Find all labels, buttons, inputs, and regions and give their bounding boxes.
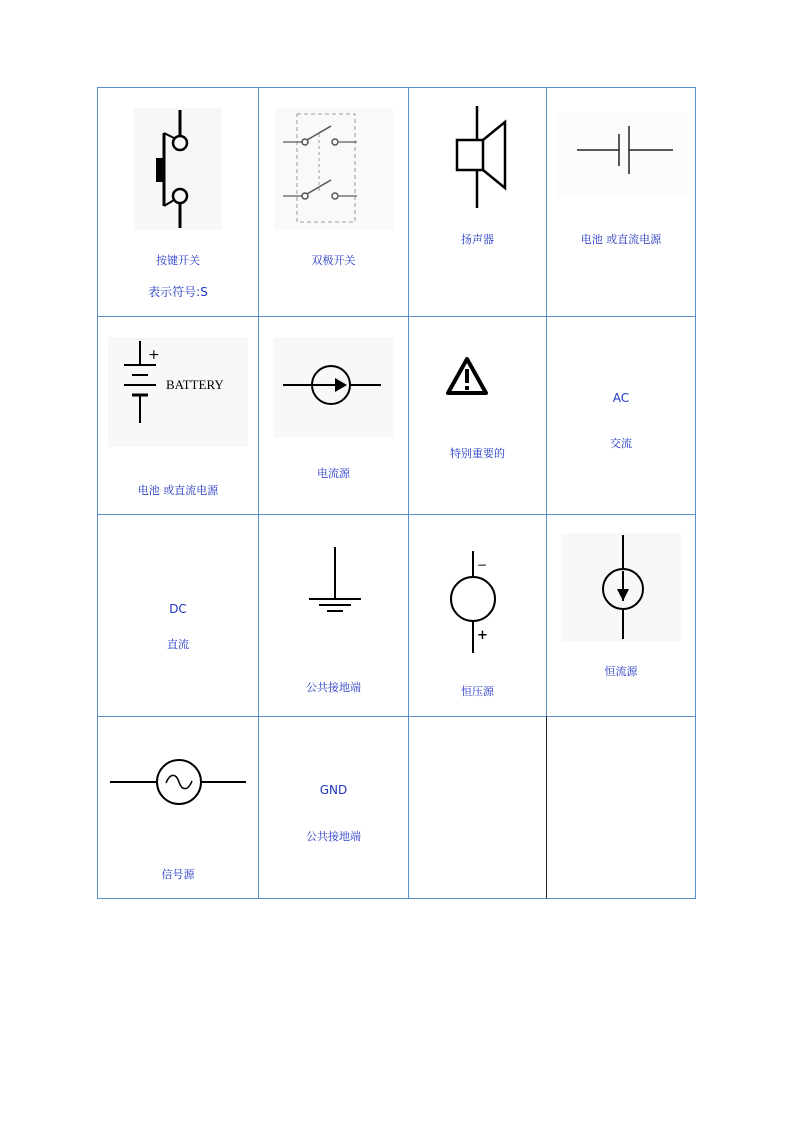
voltage-source-icon [439, 549, 519, 659]
ac-label: AC [612, 391, 630, 405]
signal-source-icon [108, 757, 248, 807]
cell-label: 电池 或直流电源 [580, 233, 662, 246]
battery-text: BATTERY [166, 377, 224, 392]
double-pole-switch-icon [275, 108, 393, 230]
ground-icon [305, 545, 365, 617]
cell-gnd [258, 716, 409, 899]
cell-label: 恒压源 [461, 685, 494, 698]
pushbutton-switch-icon [134, 108, 222, 230]
gnd-label: GND [319, 783, 348, 797]
battery-icon [557, 112, 687, 196]
cell-signal-source [97, 716, 259, 899]
cell-dc [97, 514, 259, 717]
cell-double-pole-switch [258, 87, 409, 317]
cell-label: 公共接地端 [306, 681, 361, 694]
cell-voltage-source [408, 514, 547, 717]
cell-label: 电流源 [317, 467, 350, 480]
cell-label: 扬声器 [461, 233, 494, 246]
dc-label: DC [169, 602, 187, 616]
current-source-icon [273, 337, 393, 437]
cell-label: 特别重要的 [450, 447, 505, 460]
cell-ground [258, 514, 409, 717]
cell-speaker [408, 87, 547, 317]
cell-battery-dc-1 [546, 87, 696, 317]
cell-ac [546, 316, 696, 515]
minus-text: − [477, 558, 488, 572]
battery-labeled-icon [108, 337, 248, 447]
cell-pushbutton-switch [97, 87, 259, 317]
cell-label: 信号源 [161, 868, 195, 881]
cell-label: 直流 [167, 638, 189, 651]
cell-current-source [258, 316, 409, 515]
svg-text:+: + [148, 347, 160, 363]
cell-warning [408, 316, 547, 515]
warning-icon [445, 355, 489, 399]
constant-current-source-icon [561, 533, 681, 641]
speaker-icon [455, 104, 509, 210]
cell-label-2: 表示符号:S [148, 285, 208, 299]
cell-label: 按键开关 [156, 254, 200, 267]
cell-label: 电池 或直流电源 [137, 484, 219, 497]
symbol-table [97, 87, 696, 899]
cell-empty-2 [546, 716, 696, 899]
cell-constant-current-source [546, 514, 696, 717]
cell-battery-dc-2 [97, 316, 259, 515]
cell-label: 公共接地端 [306, 830, 361, 843]
cell-label: 交流 [610, 437, 632, 450]
plus-text: + [477, 628, 488, 643]
cell-label: 双极开关 [311, 254, 356, 267]
cell-label: 恒流源 [604, 665, 638, 678]
cell-empty-1 [408, 716, 547, 899]
